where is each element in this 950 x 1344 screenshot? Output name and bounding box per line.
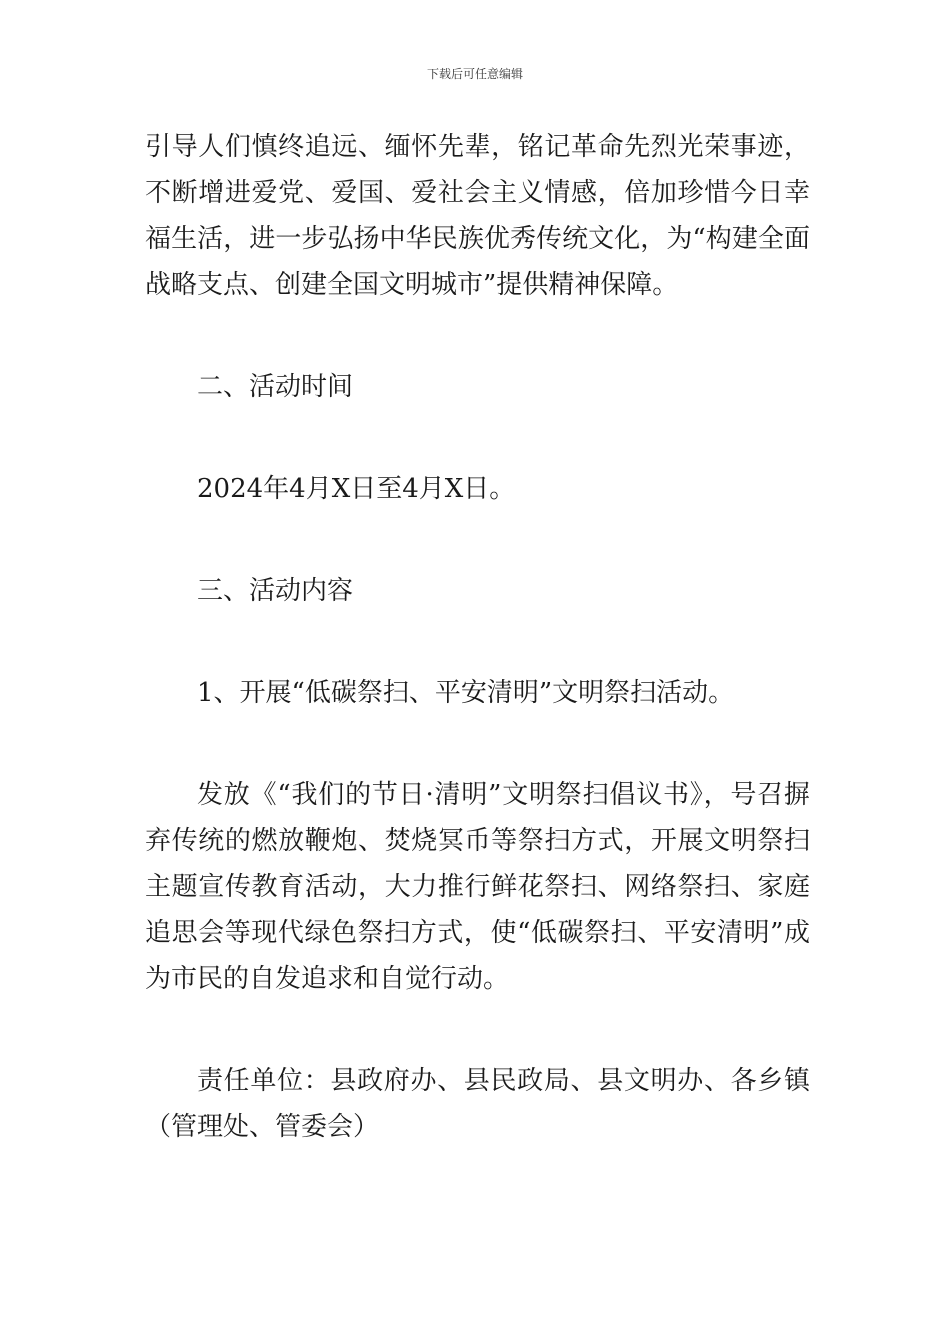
time-paragraph: 2024年4月X日至4月X日。 [197, 474, 516, 504]
item-1-body: 发放《“我们的节日·清明”文明祭扫倡议书》，号召摒弃传统的燃放鞭炮、焚烧冥币等祭扫方式，开展文明祭扫主题宣传教育活动，大力推行鲜花祭扫、网络祭扫、家庭追思会等现代绿色祭扫方式，使“低碳祭扫、平安清明”成为市民的自发追求和自觉行动。 [145, 780, 810, 994]
document-body [145, 124, 810, 1150]
intro-paragraph: 引导人们慎终追远、缅怀先辈，铭记革命先烈光荣事迹，不断增进爱党、爱国、爱社会主义情感，倍加珍惜今日幸福生活，进一步弘扬中华民族优秀传统文化，为“构建全面战略支点、创建全国文明城市”提供精神保障。 [145, 132, 810, 300]
section-heading-content: 三、活动内容 [197, 576, 354, 606]
item-1-responsible-units: 责任单位：县政府办、县民政局、县文明办、各乡镇（管理处、管委会） [145, 1066, 810, 1142]
item-1-title: 1、开展“低碳祭扫、平安清明”文明祭扫活动。 [197, 678, 735, 708]
section-heading-time: 二、活动时间 [197, 372, 354, 402]
page-header-note: 下载后可任意编辑 [426, 67, 523, 81]
